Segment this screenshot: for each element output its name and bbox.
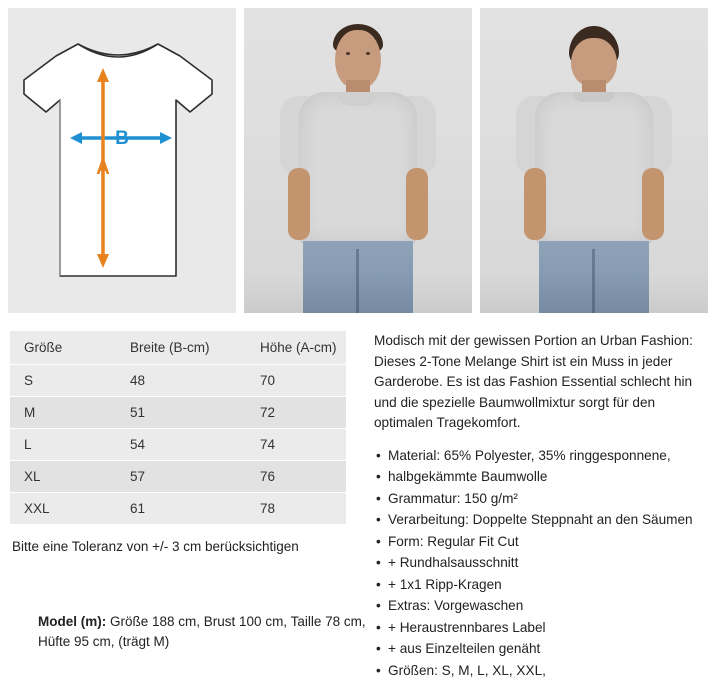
shirt-body-path — [24, 44, 212, 276]
model-back-photo — [480, 8, 708, 313]
model-back-figure — [480, 8, 708, 313]
floor-shadow — [244, 273, 472, 313]
cell-size: XL — [10, 461, 116, 493]
cell-width: 61 — [116, 493, 246, 525]
list-item: • Form: Regular Fit Cut — [374, 532, 710, 553]
model-front-figure — [244, 8, 472, 313]
cell-height: 76 — [246, 461, 346, 493]
list-item-sub: • + aus Einzelteilen genäht — [374, 639, 710, 660]
model-line2: Hüfte 95 cm, (trägt M) — [38, 634, 170, 649]
table-row — [10, 461, 346, 493]
cell-size: XXL — [10, 493, 116, 525]
list-item: • Größen: S, M, L, XL, XXL, — [374, 661, 710, 682]
height-label-a: A — [96, 158, 110, 179]
arm-right — [406, 168, 428, 240]
list-item-sub: • + Heraustrennbares Label — [374, 618, 710, 639]
product-description: Modisch mit der gewissen Portion an Urban Fashion: Dieses 2-Tone Melange Shirt ist ein Muss in jeder Garderobe. Es ist das Fashion Essential schlecht hin und die spezielle Baumwollmixtur sorgt für den optimalen Tragekomfort. — [374, 333, 693, 430]
cell-width: 54 — [116, 429, 246, 461]
width-label-b: B — [115, 128, 129, 149]
model-measurements — [38, 612, 368, 652]
col-header-width: Breite (B-cm) — [116, 331, 246, 365]
tshirt-back — [535, 92, 653, 244]
tshirt-technical-drawing — [8, 8, 236, 313]
cell-size: M — [10, 397, 116, 429]
feature-list — [374, 446, 710, 682]
list-item-sub: • halbgekämmte Baumwolle — [374, 467, 710, 488]
table-row — [10, 493, 346, 525]
list-item: • Verarbeitung: Doppelte Steppnaht an den Säumen — [374, 510, 710, 531]
tolerance-note: Bitte eine Toleranz von +/- 3 cm berücksichtigen — [12, 539, 299, 554]
head-back — [571, 38, 617, 86]
table-row — [10, 429, 346, 461]
cell-height: 78 — [246, 493, 346, 525]
arm-left-back — [524, 168, 546, 240]
size-table — [10, 331, 346, 525]
cell-height: 72 — [246, 397, 346, 429]
cell-size: L — [10, 429, 116, 461]
cell-height: 74 — [246, 429, 346, 461]
table-header-row — [10, 331, 346, 365]
list-item: • Grammatur: 150 g/m² — [374, 489, 710, 510]
tshirt-front — [299, 92, 417, 244]
model-front-photo — [244, 8, 472, 313]
collar-back — [573, 92, 615, 102]
table-row — [10, 365, 346, 397]
list-item: • Extras: Vorgewaschen — [374, 596, 710, 617]
arm-left — [288, 168, 310, 240]
eye-left — [346, 52, 350, 55]
list-item-sub: • + 1x1 Ripp-Kragen — [374, 575, 710, 596]
tshirt-outline-svg — [8, 8, 236, 313]
col-header-height: Höhe (A-cm) — [246, 331, 346, 365]
product-image-row — [0, 0, 720, 313]
col-header-size: Größe — [10, 331, 116, 365]
cell-width: 51 — [116, 397, 246, 429]
model-label: Model (m): — [38, 614, 107, 629]
list-item-sub: • + Rundhalsausschnitt — [374, 553, 710, 574]
description-column — [362, 331, 710, 682]
cell-width: 48 — [116, 365, 246, 397]
model-line1: Größe 188 cm, Brust 100 cm, Taille 78 cm, — [106, 614, 366, 629]
cell-height: 70 — [246, 365, 346, 397]
cell-size: S — [10, 365, 116, 397]
eye-right — [366, 52, 370, 55]
cell-width: 57 — [116, 461, 246, 493]
table-row — [10, 397, 346, 429]
floor-shadow-back — [480, 273, 708, 313]
list-item: • Material: 65% Polyester, 35% ringgesponnene, — [374, 446, 710, 467]
arm-right-back — [642, 168, 664, 240]
